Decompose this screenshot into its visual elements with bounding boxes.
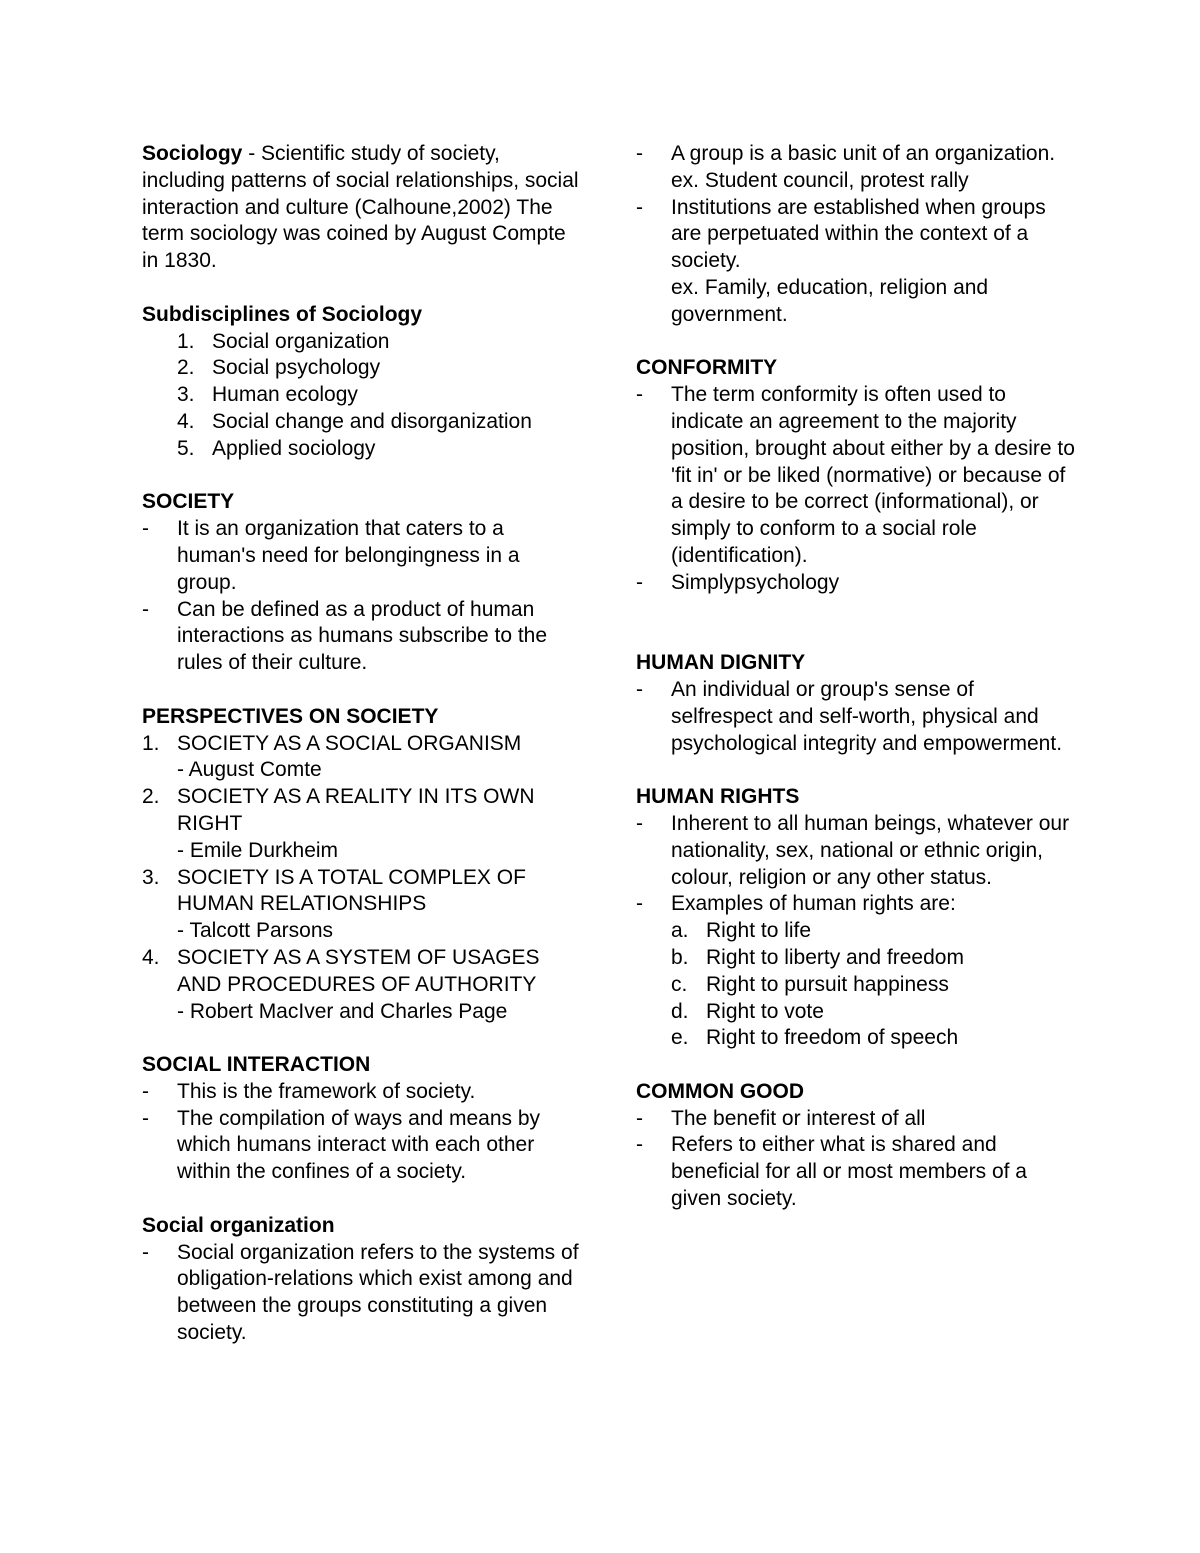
common-good-heading: COMMON GOOD [636, 1079, 804, 1103]
bullet-text: Can be defined as a product of human interactions as humans subscribe to the rules of their culture. [177, 597, 548, 675]
list-letter: d. [671, 999, 689, 1023]
bullet-text: Simplypsychology [671, 570, 840, 594]
list-text: Right to pursuit happiness [706, 972, 949, 996]
dash-bullet: - [636, 195, 643, 219]
list-number: 5. [177, 436, 195, 460]
bullet-item [636, 195, 1076, 329]
bullet-text: An individual or group's sense of selfrespect and self-worth, physical and psychological integrity and empowerment. [671, 677, 1063, 755]
list-item [636, 999, 1076, 1026]
list-item [142, 329, 582, 356]
social-organization-heading: Social organization [142, 1213, 335, 1237]
list-letter: b. [671, 945, 689, 969]
dash-bullet: - [142, 517, 149, 541]
list-item [636, 1025, 1076, 1052]
dash-bullet: - [142, 1240, 149, 1264]
list-item [636, 972, 1076, 999]
list-number: 3. [142, 865, 160, 889]
list-item [142, 784, 582, 864]
bullet-item [636, 677, 1076, 757]
list-text: Social psychology [212, 356, 381, 380]
bullet-item [636, 1106, 1076, 1133]
list-author: - Emile Durkheim [177, 838, 339, 862]
example-text: ex. Student council, protest rally [671, 168, 969, 192]
bullet-text: Refers to either what is shared and beneficial for all or most members of a given society. [671, 1133, 1027, 1211]
bullet-item [142, 1240, 582, 1347]
list-item [142, 436, 582, 463]
list-number: 3. [177, 383, 195, 407]
list-text: SOCIETY AS A REALITY IN ITS OWN RIGHT [177, 785, 535, 835]
list-text: Applied sociology [212, 436, 376, 460]
bullet-item [636, 141, 1076, 195]
list-item [142, 382, 582, 409]
list-author: - Robert MacIver and Charles Page [177, 999, 508, 1023]
bullet-item [636, 811, 1076, 891]
list-text: SOCIETY AS A SYSTEM OF USAGES AND PROCEDURES OF AUTHORITY [177, 945, 540, 996]
human-rights-heading: HUMAN RIGHTS [636, 785, 800, 809]
list-text: Right to vote [706, 999, 824, 1023]
conformity-heading: CONFORMITY [636, 356, 778, 380]
dash-bullet: - [636, 383, 643, 407]
human-dignity-heading: HUMAN DIGNITY [636, 651, 806, 675]
list-letter: c. [671, 972, 688, 996]
bullet-text: The compilation of ways and means by which humans interact with each other within the confines of a society. [177, 1106, 541, 1184]
bullet-text: Inherent to all human beings, whatever our nationality, sex, national or ethnic origin, colour, religion or any other status. [671, 811, 1070, 889]
list-letter: e. [671, 1026, 689, 1050]
society-heading: SOCIETY [142, 490, 235, 514]
list-number: 2. [177, 356, 195, 380]
list-letter: a. [671, 919, 689, 943]
sociology-term: Sociology [142, 142, 243, 165]
dash-bullet: - [142, 1079, 149, 1103]
social-interaction-heading: SOCIAL INTERACTION [142, 1053, 371, 1077]
list-item [142, 409, 582, 436]
dash-bullet: - [142, 597, 149, 621]
list-text: Right to life [706, 919, 812, 943]
list-text: SOCIETY IS A TOTAL COMPLEX OF HUMAN RELATIONSHIPS [177, 865, 526, 916]
list-item [142, 945, 582, 1025]
dash-bullet: - [636, 1133, 643, 1157]
list-text: Social change and disorganization [212, 409, 532, 433]
bullet-text: The benefit or interest of all [671, 1106, 926, 1130]
dash-bullet: - [636, 570, 643, 594]
list-text: Right to liberty and freedom [706, 945, 964, 969]
bullet-text: This is the framework of society. [177, 1079, 476, 1103]
sociology-definition-text: - Scientific study of society, including patterns of social relationships, social interaction and culture (Calhoune,2002) The term sociology was coined by August Compte in 1830. [142, 142, 579, 273]
bullet-item [636, 382, 1076, 570]
list-number: 4. [142, 945, 160, 969]
dash-bullet: - [636, 142, 643, 165]
sociology-definition [142, 141, 582, 275]
subdisciplines-heading: Subdisciplines of Sociology [142, 302, 423, 326]
left-column [142, 141, 582, 1347]
bullet-item [636, 1132, 1076, 1212]
list-text: Right to freedom of speech [706, 1026, 959, 1050]
list-item [142, 731, 582, 785]
dash-bullet: - [636, 811, 643, 835]
bullet-text: It is an organization that caters to a human's need for belongingness in a group. [177, 517, 520, 594]
bullet-text: The term conformity is often used to indicate an agreement to the majority position, brought about either by a desire to 'fit in' or be liked (normative) or because of a desire to be correct (informational), or simply to conform to a social role (identification). [671, 383, 1075, 567]
list-text: Human ecology [212, 383, 358, 407]
list-number: 2. [142, 785, 160, 809]
perspectives-heading: PERSPECTIVES ON SOCIETY [142, 704, 439, 728]
dash-bullet: - [142, 1106, 149, 1130]
example-text: ex. Family, education, religion and government. [671, 275, 989, 326]
list-number: 1. [142, 731, 160, 755]
list-item [142, 355, 582, 382]
list-text: Social organization [212, 329, 390, 353]
list-item [142, 865, 582, 945]
bullet-text: Social organization refers to the systems of obligation-relations which exist among and between the groups constituting a given society. [177, 1240, 579, 1345]
dash-bullet: - [636, 1106, 643, 1130]
bullet-item [636, 891, 1076, 918]
bullet-item [142, 597, 582, 677]
bullet-item [142, 1106, 582, 1186]
list-number: 4. [177, 409, 195, 433]
dash-bullet: - [636, 677, 643, 701]
list-author: - Talcott Parsons [177, 919, 334, 943]
list-item [636, 945, 1076, 972]
list-item [636, 918, 1076, 945]
bullet-text: A group is a basic unit of an organization. [671, 142, 1056, 165]
list-number: 1. [177, 329, 195, 353]
bullet-item [636, 570, 1076, 597]
bullet-item [142, 516, 582, 596]
list-text: SOCIETY AS A SOCIAL ORGANISM [177, 731, 522, 755]
right-column [636, 141, 1076, 1213]
bullet-text: Examples of human rights are: [671, 892, 956, 916]
bullet-text: Institutions are established when groups are perpetuated within the context of a society. [671, 195, 1046, 273]
dash-bullet: - [636, 892, 643, 916]
list-author: - August Comte [177, 758, 322, 782]
bullet-item [142, 1079, 582, 1106]
